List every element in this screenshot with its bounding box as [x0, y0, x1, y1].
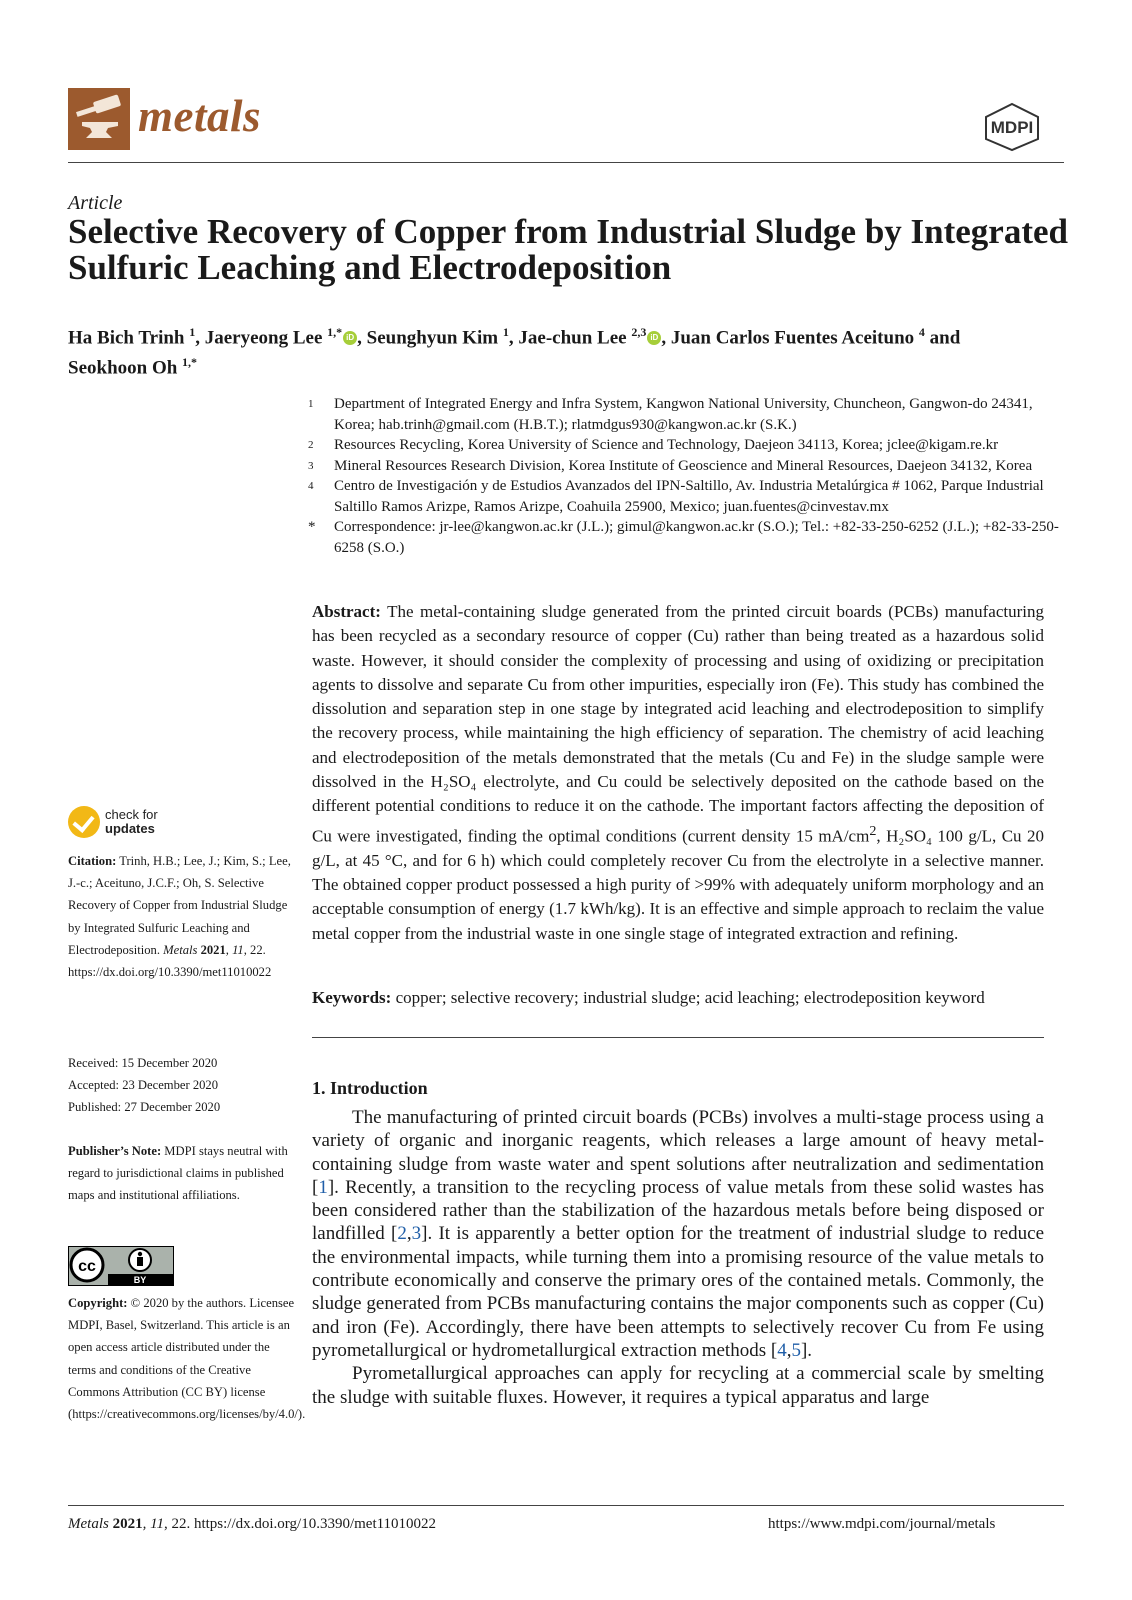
- mdpi-logo-text: MDPI: [990, 118, 1034, 137]
- footer-journal-url[interactable]: https://www.mdpi.com/journal/metals: [768, 1516, 996, 1532]
- citation-doi: , 22. https://dx.doi.org/10.3390/met11010022: [68, 942, 272, 980]
- check-updates-line1: check for: [105, 807, 158, 822]
- footer-citation: [68, 1516, 436, 1533]
- affiliations: [308, 394, 1068, 558]
- author-separator: ,: [357, 327, 367, 349]
- paragraph: Pyrometallurgical approaches can apply for recycling at a commercial scale by smelting the sludge with suitable fluxes. However, it requires a typical apparatus and large: [312, 1363, 1044, 1408]
- article-type: Article: [68, 192, 123, 214]
- author-affiliation-sup: 4: [918, 325, 925, 339]
- accepted-date: Accepted: 23 December 2020: [68, 1078, 219, 1093]
- author-name: Ha Bich Trinh: [68, 327, 185, 349]
- check-updates-line2: updates: [105, 821, 155, 836]
- footer-doi-link[interactable]: , 22. https://dx.doi.org/10.3390/met11010022: [163, 1516, 437, 1532]
- author-separator: ,: [661, 327, 671, 349]
- author-name: Jae-chun Lee: [518, 327, 627, 349]
- author-affiliation-sup: 1: [502, 325, 509, 339]
- paragraph-text: ].: [800, 1339, 813, 1361]
- received-date: Received: 15 December 2020: [68, 1056, 218, 1070]
- chemical-formula: H₂SO₄: [430, 772, 477, 792]
- copyright-text: © 2020 by the authors. Licensee MDPI, Basel, Switzerland. This article is an open access article distributed under the terms and conditions of the Creative Commons Attribution (CC BY) license (https://creativecommons.org/licenses/by/4.0/).: [68, 1296, 306, 1422]
- reference-link[interactable]: 2: [397, 1223, 407, 1245]
- affiliation-item: [308, 435, 1068, 456]
- abstract-text: 100 g/L, Cu 20 g/L, at 45 °C, and for 6 h) which could completely recover Cu from the electrolyte in a selective manner. The obtained copper product possessed a high purity of >99% with adequately uniform morphology and an acceptable consumption of energy (1.7 kWh/kg). It is an effective and simple approach to reclaim the value metal copper from the industrial waste in one single stage of integrated extraction and refining.: [312, 826, 1044, 943]
- reference-link[interactable]: 5: [791, 1339, 801, 1361]
- copyright-label: Copyright:: [68, 1296, 128, 1310]
- publisher-note-label: Publisher’s Note:: [68, 1144, 162, 1158]
- affiliation-number: 2: [308, 439, 314, 451]
- orcid-icon[interactable]: iD: [647, 331, 661, 345]
- section-divider: [312, 1037, 1044, 1038]
- author-affiliation-sup: 1: [189, 325, 196, 339]
- citation: [68, 850, 296, 983]
- affiliation-text: Mineral Resources Research Division, Korea Institute of Geoscience and Mineral Resources, Daejeon 34132, Korea: [334, 457, 1033, 474]
- reference-link[interactable]: 1: [318, 1176, 328, 1198]
- header-divider: [68, 162, 1064, 163]
- article-title: Selective Recovery of Copper from Industrial Sludge by Integrated Sulfuric Leaching and Electrodeposition: [68, 212, 1068, 287]
- keywords-text: copper; selective recovery; industrial sludge; acid leaching; electrodeposition keyword: [391, 988, 985, 1007]
- paragraph: [312, 1106, 1044, 1362]
- affiliation-text: Centro de Investigación y de Estudios Avanzados del IPN-Saltillo, Av. Industria Metalúrgica # 1062, Parque Industrial Saltillo Ramos Arizpe, Ramos Arizpe, Coahuila 25900, Mexico; juan.fuentes@cinvestav.mx: [334, 478, 1044, 515]
- mdpi-logo-icon: [982, 102, 1042, 157]
- author-name: Seokhoon Oh: [68, 357, 178, 379]
- abstract-text: The metal-containing sludge generated from the printed circuit boards (PCBs) manufacturing has been recycled as a secondary resource of copper (Cu) rather than being treated as a hazardous solid waste. However, it should consider the complexity of processing and using of oxidizing or precipitation agents to dissolve and separate Cu from other impurities, especially iron (Fe). This study has combined the dissolution and separation step in one stage by integrated acid leaching and electrodeposition to simplify the recovery process, while maintaining the high efficiency of separation. The chemistry of acid leaching and electrodeposition of the metals demonstrated that the metals (Cu and Fe) in the sludge sample were dissolved in the: [312, 602, 1044, 792]
- paragraph-text: ]. Recently, a transition to the recycling process of value metals from these solid wastes has been considered rather than the stabilization of the hazardous metals before being disposed or landfilled [: [312, 1176, 1044, 1245]
- publisher-note: [68, 1140, 296, 1207]
- cc-by-text: BY: [133, 1275, 147, 1285]
- author-separator: ,: [195, 327, 205, 349]
- footer-journal: Metals: [68, 1516, 109, 1532]
- publication-dates: [68, 1052, 296, 1119]
- checkmark-icon: [68, 806, 100, 838]
- abstract-label: Abstract:: [312, 602, 381, 621]
- reference-link[interactable]: 4: [777, 1339, 787, 1361]
- published-date: Published: 27 December 2020: [68, 1100, 221, 1115]
- author-affiliation-sup: 2,3: [631, 325, 647, 339]
- affiliation-item: [308, 517, 1068, 558]
- paragraph-text: ,: [786, 1339, 792, 1361]
- citation-journal: Metals: [163, 942, 198, 957]
- affiliation-text: Resources Recycling, Korea University of Science and Technology, Daejeon 34113, Korea; jclee@kigam.re.kr: [334, 437, 999, 453]
- affiliation-number: 4: [308, 480, 314, 492]
- citation-label: Citation:: [68, 854, 117, 868]
- affiliation-text: Correspondence: jr-lee@kangwon.ac.kr (J.L.); gimul@kangwon.ac.kr (S.O.); Tel.: +82-33-250-6252 (J.L.); +82-33-250-6258 (S.O.): [334, 519, 1059, 556]
- reference-link[interactable]: 3: [411, 1223, 422, 1245]
- intro-body: [312, 1106, 1044, 1409]
- paragraph-text: The manufacturing of printed circuit boards (PCBs) involves a multi-stage process using a variety of organic and inorganic reagents, which releases a large amount of heavy metal-containing sludge from waste water and spent solutions after neutralization and sedimentation [: [312, 1107, 1044, 1198]
- section-heading: 1. Introduction: [312, 1078, 428, 1098]
- author-affiliation-sup: 1,*: [327, 325, 343, 339]
- citation-year: 2021: [197, 942, 226, 957]
- author-separator: and: [924, 327, 961, 349]
- author-name: Seunghyun Kim: [366, 327, 499, 349]
- superscript: 2: [869, 822, 877, 839]
- author-list: [68, 320, 1078, 381]
- citation-volume: , 11: [225, 942, 244, 957]
- abstract-text: electrolyte, and Cu could be selectively deposited on the cathode based on the different potential conditions to reduce it on the cathode. The important factors affecting the deposition of Cu were investigated, finding the optimal conditions (current density 15 mA/cm: [312, 772, 1044, 846]
- publisher-note-text: MDPI stays neutral with regard to jurisdictional claims in published maps and institutional affiliations.: [68, 1144, 288, 1203]
- affiliation-text: Department of Integrated Energy and Infra System, Kangwon National University, Chuncheon, Gangwon-do 24341, Korea; hab.trinh@gmail.com (H.B.T.); rlatmdgus930@kangwon.ac.kr (S.K.): [334, 396, 1033, 433]
- check-updates-text: [105, 808, 158, 836]
- author-separator: ,: [508, 327, 519, 349]
- keywords-label: Keywords:: [312, 988, 392, 1007]
- orcid-icon[interactable]: iD: [343, 331, 357, 345]
- footer-volume: , 11: [142, 1516, 164, 1532]
- author-affiliation-sup: 1,*: [182, 355, 198, 370]
- author-name: Jaeryeong Lee: [204, 327, 323, 349]
- paragraph-text: ,: [406, 1223, 412, 1245]
- journal-logo-icon: [68, 88, 130, 150]
- citation-text: Trinh, H.B.; Lee, J.; Kim, S.; Lee, J.-c.; Aceituno, J.C.F.; Oh, S. Selective Recovery of Copper from Industrial Sludge by Integrated Sulfuric Leaching and Electrodeposition.: [68, 854, 291, 957]
- copyright: [68, 1292, 306, 1425]
- affiliation-number: *: [308, 519, 316, 535]
- affiliation-number: 3: [308, 459, 314, 472]
- affiliation-item: [308, 476, 1068, 517]
- check-for-updates-button[interactable]: [68, 806, 158, 838]
- affiliation-item: [308, 456, 1068, 477]
- author-name: Juan Carlos Fuentes Aceituno: [670, 327, 915, 349]
- abstract-text: ,: [876, 826, 887, 846]
- affiliation-item: [308, 394, 1068, 435]
- chemical-formula: H₂SO₄: [886, 826, 932, 846]
- cc-by-license-icon[interactable]: [68, 1246, 174, 1291]
- affiliation-number: 1: [308, 398, 314, 410]
- abstract: [312, 600, 1044, 946]
- journal-name: metals: [138, 91, 261, 141]
- paragraph-text: ]. It is apparently a better option for the treatment of industrial sludge to reduce the environmental impacts, while turning them into a promising resource of the value metals to contribute economically and conserve the primary ores of the contained metals. Commonly, the sludge generated from PCBs manufacturing contains the major components such as copper (Cu) and iron (Fe). Accordingly, there have been attempts to selectively recover Cu from Fe using pyrometallurgical or hydrometallurgical extraction methods [: [312, 1223, 1045, 1361]
- footer-year: 2021: [108, 1516, 143, 1532]
- keywords: [312, 986, 1052, 1010]
- footer-divider: [68, 1505, 1064, 1506]
- cc-text: cc: [78, 1258, 96, 1275]
